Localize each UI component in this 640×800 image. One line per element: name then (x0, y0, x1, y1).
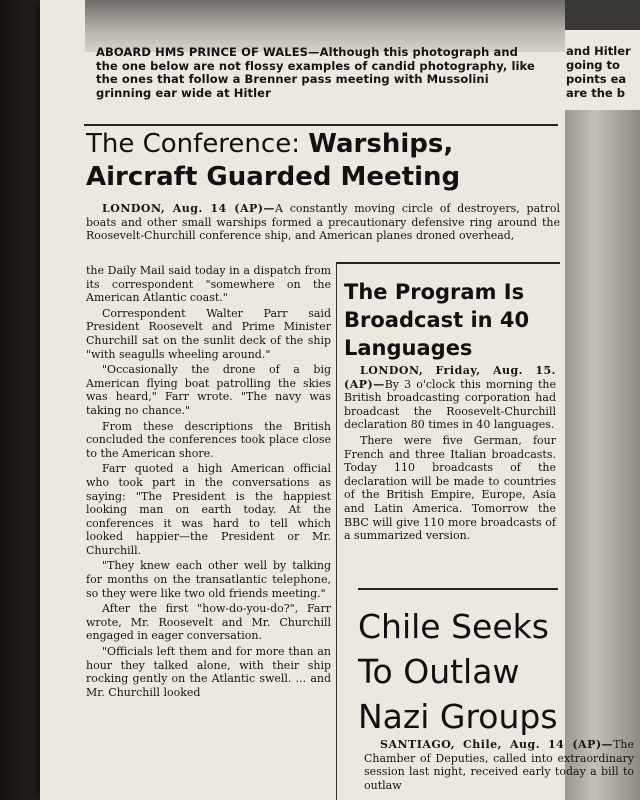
chile-dateline: SANTIAGO, Chile, Aug. 14 (AP)— (380, 738, 614, 751)
lead-text: A constantly moving circle of destroyers, patrol boats and other small warships formed a precautionary defensive ring around the Roosevelt-Churchill conference ship, and American planes droned overhead, (86, 202, 560, 243)
chile-rule (358, 588, 558, 590)
photo-caption: ABOARD HMS PRINCE OF WALES—Although this photograph and the one below are not flossy examples of candid photography, like the ones that follow a Brenner pass meeting with Mussolini grinning ear wide at Hitler (96, 45, 535, 100)
lead-dateline: LONDON, Aug. 14 (AP)— (102, 202, 276, 215)
story-paragraph-8: "Officials left them and for more than an hour they talked alone, with their ship rocking gently on the Atlantic swell. ... and Mr. Churchill looked (86, 645, 331, 699)
sidebar-rule (336, 262, 560, 264)
program-headline: The Program Is Broadcast in 40 Languages (344, 280, 530, 360)
chile-text: The Chamber of Deputies, called into extraordinary session last night, received early today a bill to outlaw (364, 738, 634, 792)
chile-headline: Chile Seeks To Outlaw Nazi Groups (358, 607, 558, 736)
story-paragraph-4: From these descriptions the British concluded the conferences took place close to the American shore. (86, 419, 331, 460)
column-divider (336, 262, 337, 800)
story-paragraph-5: Farr quoted a high American official who took part in the conversations as saying: "The President is the happiest looking man on earth today. At the conferences it was hard to tell which looked happier—the President or Mr. Churchill. (86, 462, 331, 557)
story-paragraph-6: "They knew each other well by talking for months on the transatlantic telephone, so they were like two old friends meeting." (86, 559, 331, 600)
lead-paragraph (86, 202, 560, 245)
story-paragraph-2: Correspondent Walter Parr said President Roosevelt and Prime Minister Churchill sat on the sunlit deck of the ship "with seagulls wheeling around." (86, 306, 331, 361)
headline-part-1: The Conference: (86, 129, 309, 159)
photograph-top-right (565, 0, 640, 30)
story-paragraph-7: After the first "how-do-you-do?", Farr wrote, Mr. Roosevelt and Mr. Churchill engaged in eager conversation. (86, 602, 331, 643)
chile-story (364, 738, 634, 794)
story-column-1 (86, 264, 331, 701)
program-story (344, 364, 556, 545)
photo-caption-right: and Hitler going to points ea are the b (566, 44, 631, 100)
story-paragraph-1: the Daily Mail said today in a dispatch from its correspondent "somewhere on the American Atlantic coast." (86, 264, 331, 305)
story-paragraph-3: "Occasionally the drone of a big American flying boat patrolling the skies was heard," Farr wrote. "The navy was taking no chance." (86, 363, 331, 417)
headline-part-2: Warships, Aircraft Guarded Meeting (86, 129, 461, 192)
program-paragraph-1: By 3 o'clock this morning the British broadcasting corporation had broadcast the Roosevelt-Churchill declaration 80 times in 40 languages. (344, 377, 556, 432)
headline-rule (84, 124, 558, 126)
main-headline (86, 128, 561, 194)
program-dateline: LONDON, Friday, Aug. 15. (AP)— (344, 364, 556, 391)
program-paragraph-2: There were five German, four French and three Italian broadcasts. Today 110 broadcasts of the declaration will be made to countries of the British Empire, Europe, Asia and Latin America. Tomorrow the BBC will give 110 more broadcasts of a summarized version. (344, 433, 556, 543)
